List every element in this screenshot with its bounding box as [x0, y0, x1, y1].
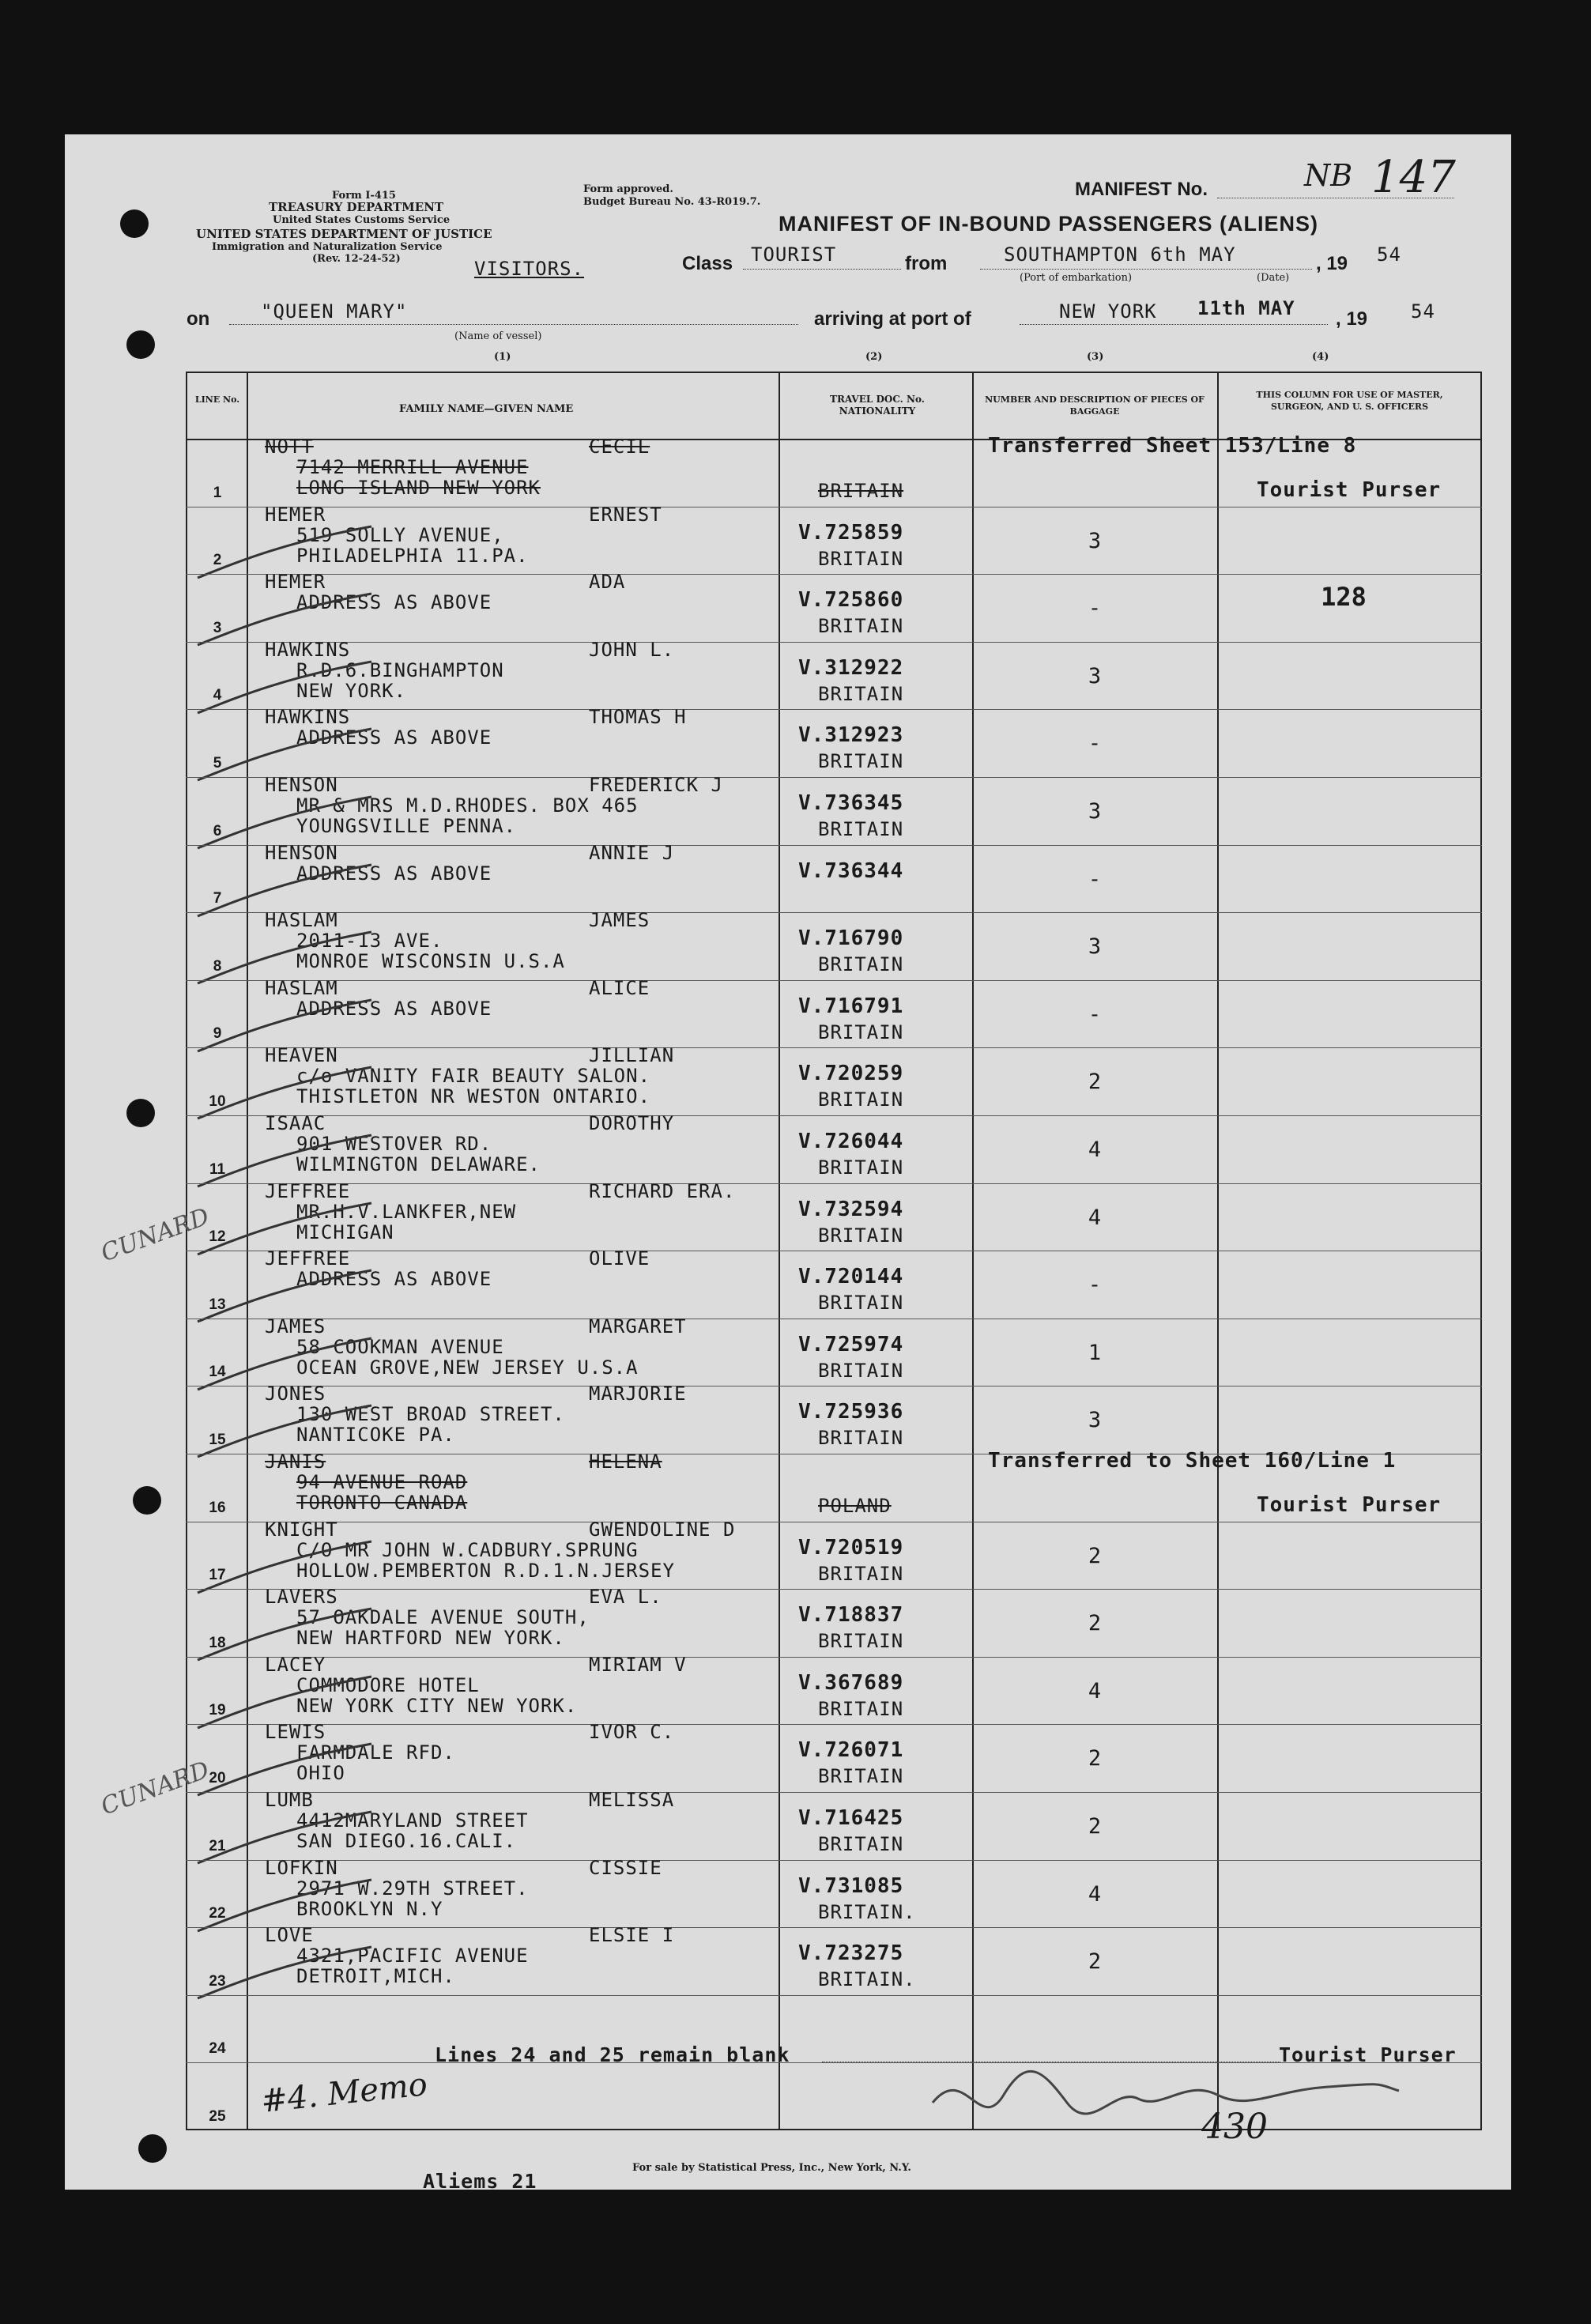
address-line-1: ADDRESS AS ABOVE — [296, 997, 492, 1020]
family-name: JONES — [265, 1383, 326, 1405]
family-name: JANIS — [265, 1451, 326, 1473]
manifest-no-note: NB — [1304, 158, 1353, 193]
sale-note: For sale by Statistical Press, Inc., New York, N.Y. — [632, 2162, 911, 2174]
row-divider — [186, 642, 1482, 643]
address-line-2: HOLLOW.PEMBERTON R.D.1.N.JERSEY — [296, 1559, 675, 1582]
nationality: BRITAIN — [818, 682, 904, 705]
handwritten-430: 430 — [1201, 2107, 1268, 2147]
line-number: 13 — [209, 1296, 226, 1313]
nationality: BRITAIN — [818, 1224, 904, 1247]
family-name: HASLAM — [265, 976, 338, 999]
row-divider — [186, 574, 1482, 575]
line-number: 5 — [213, 755, 222, 772]
baggage-count: 4 — [1088, 1678, 1102, 1703]
line-number: 12 — [209, 1228, 226, 1246]
nationality: BRITAIN — [818, 547, 904, 570]
row-divider — [186, 709, 1482, 710]
address-line-1: 7142 MERRILL AVENUE — [296, 456, 529, 478]
family-name: HENSON — [265, 841, 338, 864]
travel-doc-number: V.716791 — [798, 994, 904, 1018]
nationality: POLAND — [818, 1495, 892, 1517]
address-line-1: 130 WEST BROAD STREET. — [296, 1403, 565, 1426]
check-mark — [190, 1943, 395, 2006]
family-name: JAMES — [265, 1315, 326, 1337]
address-line-2: NANTICOKE PA. — [296, 1424, 455, 1447]
nationality: BRITAIN. — [818, 1900, 916, 1923]
given-name: MIRIAM V — [589, 1653, 687, 1676]
aliens-count: Aliems 21 — [423, 2170, 537, 2193]
on-label: on — [187, 308, 210, 330]
address-line-2: YOUNGSVILLE PENNA. — [296, 815, 517, 837]
line-number: 20 — [209, 1770, 226, 1786]
line-number: 17 — [209, 1567, 226, 1584]
address-line-1: 2971 W.29TH STREET. — [296, 1877, 529, 1900]
travel-doc-number: V.716425 — [798, 1806, 904, 1830]
family-name: LOVE — [265, 1924, 314, 1947]
given-name: THOMAS H — [589, 706, 687, 729]
travel-doc-number: V.367689 — [798, 1670, 904, 1695]
line-number: 1 — [213, 484, 222, 501]
family-name: JEFFREE — [265, 1247, 351, 1270]
baggage-count: 2 — [1088, 1543, 1102, 1568]
nationality: BRITAIN — [818, 1088, 904, 1111]
family-name: LUMB — [265, 1789, 314, 1811]
col-num-4: (4) — [1312, 351, 1329, 363]
baggage-count: - — [1088, 731, 1102, 756]
year-value-1: 54 — [1377, 243, 1401, 266]
col-header-name: FAMILY NAME—GIVEN NAME — [399, 403, 574, 415]
baggage-count: 2 — [1088, 1949, 1102, 1975]
row-divider — [186, 777, 1482, 778]
col-num-1: (1) — [494, 351, 511, 363]
form-approved: Form approved. — [583, 183, 673, 195]
line-number: 9 — [213, 1025, 222, 1043]
baggage-count: - — [1088, 596, 1102, 621]
manifest-title: MANIFEST OF IN-BOUND PASSENGERS (ALIENS) — [779, 212, 1319, 236]
nationality: BRITAIN — [818, 1630, 904, 1653]
footer-blank-note: Lines 24 and 25 remain blank — [435, 2043, 790, 2066]
nationality: BRITAIN — [818, 1156, 904, 1179]
nationality: BRITAIN — [818, 953, 904, 976]
family-name: HEAVEN — [265, 1044, 338, 1067]
line-number: 15 — [209, 1432, 226, 1448]
given-name: DOROTHY — [589, 1112, 675, 1134]
date-caption: (Date) — [1257, 272, 1290, 284]
address-line-1: ADDRESS AS ABOVE — [296, 862, 492, 885]
address-line-2: NEW YORK. — [296, 679, 407, 702]
line-number: 18 — [209, 1634, 226, 1651]
given-name: ELSIE I — [589, 1924, 675, 1947]
address-line-2: PHILADELPHIA 11.PA. — [296, 544, 529, 567]
row-divider — [186, 1589, 1482, 1590]
transfer-note: Transferred Sheet 153/Line 8 — [988, 434, 1357, 458]
baggage-count: 2 — [1088, 1070, 1102, 1095]
nationality: BRITAIN — [818, 1697, 904, 1720]
nationality: BRITAIN — [818, 1359, 904, 1382]
rev-date: (Rev. 12-24-52) — [312, 253, 401, 265]
row-divider — [186, 1724, 1482, 1725]
travel-doc-number: V.723275 — [798, 1941, 904, 1966]
address-line-2: OCEAN GROVE,NEW JERSEY U.S.A — [296, 1356, 639, 1379]
ins-service: Immigration and Naturalization Service — [212, 241, 443, 253]
address-line-2: WILMINGTON DELAWARE. — [296, 1153, 541, 1175]
travel-doc-number: V.725859 — [798, 520, 904, 545]
baggage-count: - — [1088, 866, 1102, 892]
cunard-note-1: CUNARD — [97, 1202, 213, 1268]
given-name: JILLIAN — [589, 1044, 675, 1067]
baggage-count: 3 — [1088, 528, 1102, 553]
class-value: TOURIST — [751, 243, 837, 266]
address-line-1: FARMDALE RFD. — [296, 1741, 455, 1764]
nationality: BRITAIN — [818, 1765, 904, 1788]
travel-doc-number: V.732594 — [798, 1197, 904, 1221]
treasury-dept: TREASURY DEPARTMENT — [269, 200, 444, 214]
address-line-1: 58 COOKMAN AVENUE — [296, 1335, 504, 1358]
nationality: BRITAIN — [818, 615, 904, 638]
row-divider — [186, 1115, 1482, 1116]
family-name: HAWKINS — [265, 638, 351, 661]
family-name: LOFKIN — [265, 1856, 338, 1879]
punch-hole — [126, 1099, 155, 1127]
given-name: CISSIE — [589, 1856, 662, 1879]
nationality: BRITAIN — [818, 1833, 904, 1855]
col-header-officers: THIS COLUMN FOR USE OF MASTER, SURGEON, AND U. S. OFFICERS — [1256, 390, 1443, 412]
line-number: 25 — [209, 2108, 226, 2125]
row-divider — [186, 1792, 1482, 1793]
travel-doc-number: V.726071 — [798, 1738, 904, 1763]
row-divider — [186, 1657, 1482, 1658]
address-line-2: NEW HARTFORD NEW YORK. — [296, 1627, 565, 1650]
nationality: BRITAIN — [818, 818, 904, 840]
given-name: OLIVE — [589, 1247, 650, 1270]
travel-doc-number: V.312923 — [798, 723, 904, 748]
family-name: NOTT — [265, 436, 314, 458]
arrival-date: 11th MAY — [1197, 297, 1295, 319]
baggage-count: 4 — [1088, 1137, 1102, 1162]
purser-label: Tourist Purser — [1257, 1493, 1442, 1517]
address-line-2: BROOKLYN N.Y — [296, 1897, 443, 1920]
nationality: BRITAIN — [818, 1021, 904, 1043]
line-number: 24 — [209, 2040, 226, 2058]
family-name: HASLAM — [265, 909, 338, 932]
handwritten-count: #4. Memo — [259, 2066, 429, 2120]
punch-hole — [126, 330, 155, 359]
row-divider — [186, 1927, 1482, 1928]
given-name: ALICE — [589, 976, 650, 999]
given-name: CECIL — [589, 436, 650, 458]
address-line-1: MR & MRS M.D.RHODES. BOX 465 — [296, 794, 639, 817]
travel-doc-number: V.720259 — [798, 1062, 904, 1086]
given-name: ERNEST — [589, 503, 662, 526]
year-prefix-2: , 19 — [1336, 308, 1368, 330]
family-name: HENSON — [265, 774, 338, 796]
family-name: KNIGHT — [265, 1518, 338, 1541]
address-line-1: ADDRESS AS ABOVE — [296, 1268, 492, 1291]
address-line-1: COMMODORE HOTEL — [296, 1673, 480, 1696]
line-number: 6 — [213, 822, 222, 839]
line-number: 14 — [209, 1364, 226, 1381]
visitors-label: VISITORS. — [474, 258, 585, 280]
arriving-label: arriving at port of — [814, 308, 971, 330]
vessel-caption: (Name of vessel) — [454, 330, 542, 342]
address-line-2: DETROIT,MICH. — [296, 1965, 455, 1988]
baggage-count: 3 — [1088, 1408, 1102, 1433]
given-name: EVA L. — [589, 1586, 662, 1609]
travel-doc-number: V.725860 — [798, 588, 904, 613]
transfer-note: Transferred to Sheet 160/Line 1 — [988, 1449, 1397, 1473]
address-line-2: LONG ISLAND NEW YORK — [296, 477, 541, 499]
manifest-no-label: MANIFEST No. — [1075, 179, 1208, 200]
address-line-1: 4412MARYLAND STREET — [296, 1809, 529, 1832]
punch-hole — [138, 2134, 167, 2163]
address-line-1: ADDRESS AS ABOVE — [296, 591, 492, 614]
given-name: MARJORIE — [589, 1383, 687, 1405]
travel-doc-number: V.718837 — [798, 1603, 904, 1628]
class-label: Class — [682, 253, 733, 274]
nationality: BRITAIN — [818, 750, 904, 773]
given-name: ANNIE J — [589, 841, 675, 864]
line-number: 22 — [209, 1905, 226, 1922]
family-name: HAWKINS — [265, 706, 351, 729]
given-name: HELENA — [589, 1451, 662, 1473]
travel-doc-number: V.726044 — [798, 1130, 904, 1153]
address-line-2: MICHIGAN — [296, 1220, 394, 1243]
family-name: HEMER — [265, 503, 326, 526]
year-prefix-1: , 19 — [1316, 253, 1348, 274]
family-name: HEMER — [265, 571, 326, 594]
address-line-1: c/o VANITY FAIR BEAUTY SALON. — [296, 1065, 651, 1088]
justice-dept: UNITED STATES DEPARTMENT OF JUSTICE — [196, 227, 492, 241]
cunard-note-2: CUNARD — [97, 1756, 213, 1821]
family-name: JEFFREE — [265, 1179, 351, 1202]
given-name: IVOR C. — [589, 1721, 675, 1744]
form-number: Form I-415 — [332, 190, 396, 202]
footer-purser: Tourist Purser — [1279, 2043, 1457, 2066]
address-line-2: NEW YORK CITY NEW YORK. — [296, 1694, 578, 1717]
family-name: LAVERS — [265, 1586, 338, 1609]
travel-doc-number: V.725936 — [798, 1400, 904, 1424]
travel-doc-number: V.736345 — [798, 791, 904, 815]
travel-doc-number: V.312922 — [798, 655, 904, 680]
nationality: BRITAIN — [818, 1292, 904, 1315]
given-name: GWENDOLINE D — [589, 1518, 736, 1541]
purser-label: Tourist Purser — [1257, 478, 1442, 502]
arrival-port: NEW YORK — [1059, 300, 1157, 323]
from-label: from — [905, 253, 948, 274]
given-name: RICHARD ERA. — [589, 1179, 736, 1202]
inspector-signature — [917, 2055, 1407, 2142]
address-line-1: 2011-13 AVE. — [296, 930, 443, 953]
given-name: JOHN L. — [589, 638, 675, 661]
travel-doc-number: V.720144 — [798, 1265, 904, 1289]
address-line-1: C/O MR JOHN W.CADBURY.SPRUNG — [296, 1538, 639, 1561]
line-number: 2 — [213, 552, 222, 569]
customs-service: United States Customs Service — [273, 214, 451, 226]
from-value: SOUTHAMPTON 6th MAY — [1004, 243, 1236, 266]
year-value-2: 54 — [1411, 300, 1435, 323]
address-line-1: 94 AVENUE ROAD — [296, 1471, 468, 1493]
row-divider — [186, 1183, 1482, 1184]
address-line-2: MONROE WISCONSIN U.S.A — [296, 950, 565, 973]
nationality: BRITAIN — [818, 1427, 904, 1450]
baggage-count: 3 — [1088, 799, 1102, 824]
line-number: 10 — [209, 1093, 226, 1110]
travel-doc-number: V.716790 — [798, 926, 904, 951]
baggage-count: 4 — [1088, 1881, 1102, 1907]
budget-bureau: Budget Bureau No. 43-R019.7. — [583, 196, 761, 208]
nationality: BRITAIN. — [818, 1968, 916, 1991]
nationality: BRITAIN — [818, 1562, 904, 1585]
given-name: MARGARET — [589, 1315, 687, 1337]
address-line-1: R.D.6.BINGHAMPTON — [296, 658, 504, 681]
port-embark-caption: (Port of embarkation) — [1020, 272, 1133, 284]
col-num-2: (2) — [865, 351, 883, 363]
family-name: ISAAC — [265, 1112, 326, 1134]
travel-doc-number: V.736344 — [798, 858, 904, 883]
col-header-doc: TRAVEL DOC. No. NATIONALITY — [830, 394, 925, 417]
line-number: 23 — [209, 1972, 226, 1990]
line-number: 11 — [209, 1160, 226, 1178]
row-divider — [186, 912, 1482, 913]
travel-doc-number: V.725974 — [798, 1332, 904, 1356]
address-line-2: THISTLETON NR WESTON ONTARIO. — [296, 1085, 651, 1108]
baggage-count: 2 — [1088, 1746, 1102, 1771]
row-divider — [186, 980, 1482, 981]
nationality: BRITAIN — [818, 480, 904, 502]
col-header-line: LINE No. — [194, 394, 240, 405]
baggage-count: 3 — [1088, 934, 1102, 960]
given-name: MELISSA — [589, 1789, 675, 1811]
address-line-2: OHIO — [296, 1762, 345, 1785]
row-divider — [186, 1860, 1482, 1861]
line-number: 16 — [209, 1499, 226, 1516]
officer-note: 128 — [1321, 582, 1367, 613]
travel-doc-number: V.720519 — [798, 1535, 904, 1560]
row-divider — [186, 1047, 1482, 1048]
given-name: FREDERICK J — [589, 774, 723, 796]
family-name: LACEY — [265, 1653, 326, 1676]
given-name: JAMES — [589, 909, 650, 932]
manifest-no-value: 147 — [1371, 152, 1456, 203]
baggage-count: - — [1088, 1002, 1102, 1027]
row-divider — [186, 845, 1482, 846]
col-header-baggage: NUMBER AND DESCRIPTION OF PIECES OF BAGGAGE — [985, 394, 1205, 417]
row-divider — [186, 1995, 1482, 1996]
baggage-count: - — [1088, 1273, 1102, 1298]
line-number: 21 — [209, 1837, 226, 1854]
address-line-1: 901 WESTOVER RD. — [296, 1133, 492, 1155]
given-name: ADA — [589, 571, 626, 594]
punch-hole — [133, 1486, 161, 1515]
address-line-1: 4321,PACIFIC AVENUE — [296, 1945, 529, 1967]
punch-hole — [120, 209, 149, 238]
address-line-1: 519 SOLLY AVENUE, — [296, 523, 504, 546]
baggage-count: 2 — [1088, 1814, 1102, 1839]
baggage-count: 1 — [1088, 1340, 1102, 1365]
baggage-count: 2 — [1088, 1611, 1102, 1636]
vessel-name: "QUEEN MARY" — [261, 300, 408, 323]
address-line-2: TORONTO CANADA — [296, 1492, 468, 1514]
line-number: 8 — [213, 957, 222, 975]
address-line-1: 57 OAKDALE AVENUE SOUTH, — [296, 1606, 590, 1629]
family-name: LEWIS — [265, 1721, 326, 1744]
line-number: 19 — [209, 1702, 226, 1719]
line-number: 4 — [213, 687, 222, 704]
line-number: 3 — [213, 619, 222, 636]
baggage-count: 3 — [1088, 663, 1102, 689]
col-num-3: (3) — [1087, 351, 1104, 363]
address-line-1: MR.H.V.LANKFER,NEW — [296, 1200, 517, 1223]
line-number: 7 — [213, 890, 222, 907]
address-line-1: ADDRESS AS ABOVE — [296, 726, 492, 749]
address-line-2: SAN DIEGO.16.CALI. — [296, 1830, 517, 1852]
travel-doc-number: V.731085 — [798, 1873, 904, 1898]
baggage-count: 4 — [1088, 1205, 1102, 1230]
